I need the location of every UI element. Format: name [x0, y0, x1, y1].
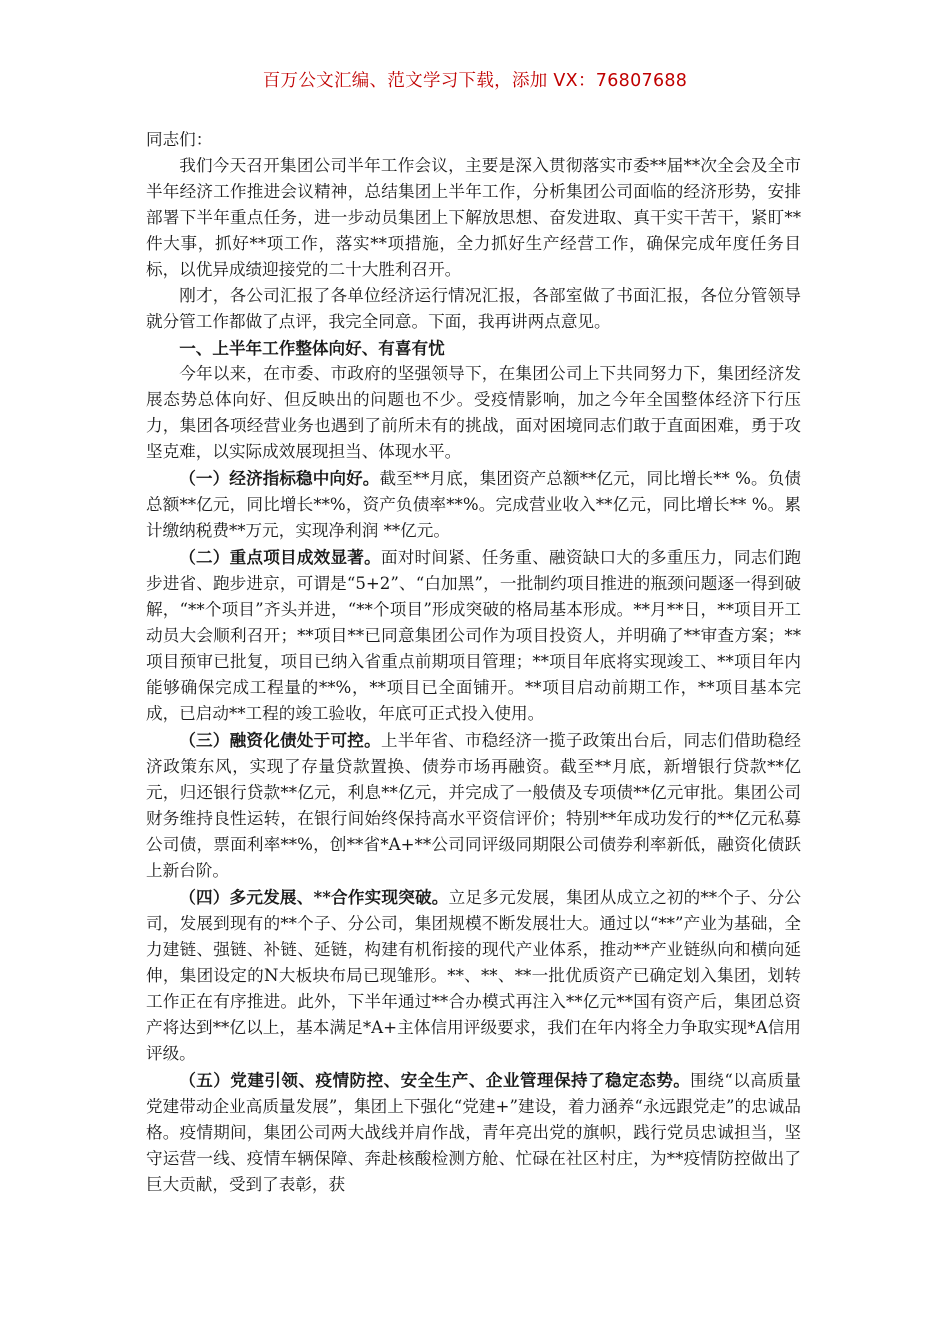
item-paragraph-1	[146, 465, 801, 544]
watermark-header	[0, 68, 950, 94]
intro-paragraph-1: 我们今天召开集团公司半年工作会议，主要是深入贯彻落实市委**届**次全会及全市半年经济工作推进会议精神，总结集团上半年工作，分析集团公司面临的经济形势，安排部署下半年重点任务，进一步动员集团上下解放思想、奋发进取、真干实干苦干，紧盯**件大事，抓好**项工作，落实**项措施，全力抓好生产经营工作，确保完成年度任务目标，以优异成绩迎接党的二十大胜利召开。	[146, 156, 801, 279]
item-text-1: 截至**月底，集团资产总额**亿元，同比增长** %。负债总额**亿元，同比增长**%，资产负债率**%。完成营业收入**亿元，同比增长** %。累计缴纳税费**万元，实现净利润 **亿元。	[146, 469, 802, 540]
item-paragraph-4	[146, 884, 801, 1067]
watermark-text: 百万公文汇编、范文学习下载，添加 VX：76807688	[262, 71, 688, 91]
item-paragraph-3	[146, 727, 801, 884]
salutation: 同志们：	[146, 130, 213, 149]
item-title-2: （二）重点项目成效显著。	[179, 547, 381, 567]
item-title-3: （三）融资化债处于可控。	[179, 730, 381, 750]
document-body	[146, 127, 801, 1198]
intro-paragraph-2: 刚才，各公司汇报了各单位经济运行情况汇报，各部室做了书面汇报，各位分管领导就分管工作都做了点评，我完全同意。下面，我再讲两点意见。	[146, 286, 801, 331]
item-paragraph-5	[146, 1067, 801, 1198]
item-text-4: 立足多元发展，集团从成立之初的**个子、分公司，发展到现有的**个子、分公司，集团规模不断发展壮大。通过以“**”产业为基础，全力建链、强链、补链、延链，构建有机衔接的现代产业体系，推动**产业链纵向和横向延伸，集团设定的N大板块布局已现雏形。**、**、**一批优质资产已确定划入集团，划转工作正在有序推进。此外，下半年通过**合办模式再注入**亿元**国有资产后，集团总资产将达到**亿以上，基本满足*A+主体信用评级要求，我们在年内将全力争取实现*A信用评级。	[146, 888, 802, 1063]
item-title-1: （一）经济指标稳中向好。	[179, 468, 380, 488]
section-1-intro: 今年以来，在市委、市政府的坚强领导下，在集团公司上下共同努力下，集团经济发展态势总体向好、但反映出的问题也不少。受疫情影响，加之今年全国整体经济下行压力，集团各项经营业务也遇到了前所未有的挑战，面对困境同志们敢于直面困难，勇于攻坚克难，以实际成效展现担当、体现水平。	[146, 364, 801, 461]
item-title-5: （五）党建引领、疫情防控、安全生产、企业管理保持了稳定态势。	[179, 1070, 691, 1090]
item-paragraph-2	[146, 544, 801, 727]
item-text-2: 面对时间紧、任务重、融资缺口大的多重压力，同志们跑步进省、跑步进京，可谓是“5+2”、“白加黑”，一批制约项目推进的瓶颈问题逐一得到破解，“**个项目”齐头并进，“**个项目”形成突破的格局基本形成。**月**日，**项目开工动员大会顺利召开；**项目**已同意集团公司作为项目投资人，并明确了**审查方案；**项目预审已批复，项目已纳入省重点前期项目管理；**项目年底将实现竣工、**项目年内能够确保完成工程量的**%，**项目已全面铺开。**项目启动前期工作，**项目基本完成，已启动**工程的竣工验收，年底可正式投入使用。	[146, 548, 802, 723]
section-1-heading: 一、上半年工作整体向好、有喜有忧	[179, 338, 445, 358]
item-text-5: 围绕“以高质量党建带动企业高质量发展”，集团上下强化“党建+”建设，着力涵养“永远跟党走”的忠诚品格。疫情期间，集团公司两大战线并肩作战，青年亮出党的旗帜，践行党员忠诚担当，坚守运营一线、疫情车辆保障、奔赴核酸检测方舱、忙碌在社区村庄，为**疫情防控做出了巨大贡献，受到了表彰，获	[146, 1071, 802, 1194]
item-title-4: （四）多元发展、**合作实现突破。	[179, 887, 449, 907]
item-text-3: 上半年省、市稳经济一揽子政策出台后，同志们借助稳经济政策东风，实现了存量贷款置换、债券市场再融资。截至**月底，新增银行贷款**亿元，归还银行贷款**亿元，利息**亿元，并完成了一般债及专项债**亿元审批。集团公司财务维持良性运转，在银行间始终保持高水平资信评价；特别**年成功发行的**亿元私募公司债，票面利率**%，创**省*A+**公司同评级同期限公司债券利率新低，融资化债跃上新台阶。	[146, 731, 802, 880]
